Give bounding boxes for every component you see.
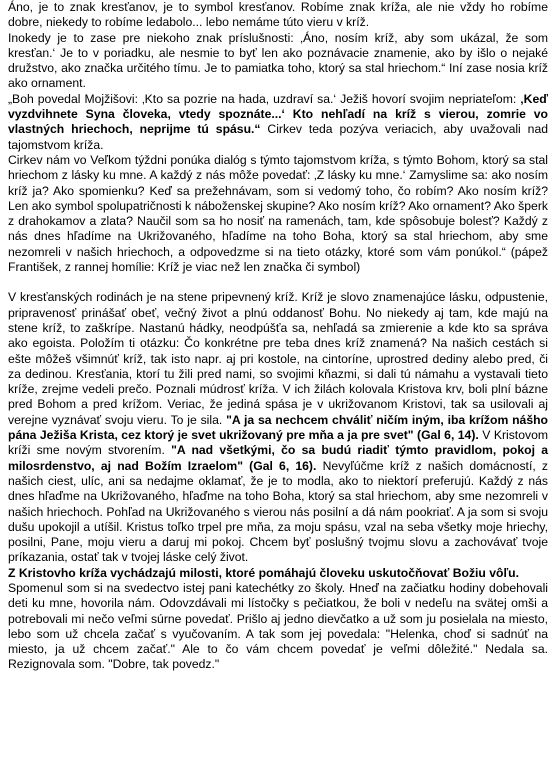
paragraph-holy-week <box>8 153 548 275</box>
paragraph-catechist-testimony <box>8 581 548 673</box>
paragraph-grace-heading <box>8 566 548 581</box>
text-segment: Áno, je to znak kresťanov, je to symbol kresťanov. Robíme znak kríža, ale nie vždy ho robíme dobre, niekedy to robíme ledabolo... lebo nemáme túto vieru v kríž. <box>8 0 548 30</box>
bold-quote-gal-6-16: "A nad všetkými, čo sa budú riadiť týmto pravidlom, pokoj a milosrdenstvo, aj nad Božím Izraelom" (Gal 6, 16). <box>8 443 548 473</box>
bold-statement: Z Kristovho kríža vychádzajú milosti, ktoré pomáhajú človeku uskutočňovať Božiu vôľu. <box>8 565 520 580</box>
text-segment: V Kristovom kríži sme novým stvorením. <box>8 428 548 458</box>
text-segment: Nevyľúčme kríž z našich domácností, z našich ciest, ulíc, ani sa nedajme oklamať, že je to modla, ako to niektorí preferujú. Každý z nás dnes hľaďme na Ukrižovaného, hľaďme na toho Boha, ktorý sa stal hriechom, aby sme nezomreli v našich hriechoch. Pohľad na Ukrižovaného s vierou nás posilní a dá nám pookriať. A ja som si svoju dušu upokojil a utíšil. Kristus toľko trpel pre mňa, za moju spásu, vzal na seba všetky moje hriechy, posilni, Pane, moju vieru a daruj mi pokoj. Chcem byť poslušný tvojmu slovu a zachovávať tvoje príkazania, ostať tak v tvojej láske celý život. <box>8 458 548 565</box>
text-segment: Cirkev teda pozýva veriacich, aby uvažovali nad tajomstvom kríža. <box>8 122 548 152</box>
text-segment: Inokedy je to zase pre niekoho znak príslušnosti: ‚Áno, nosím kríž, aby som ukázal, že som kresťan.‘ Je to v poriadku, ale nesmie to byť len ako poznávacie znamenie, ako by išlo o nejaké družstvo, ako značka určitého tímu. Je to pamiatka toho, ktorý sa stal hriechom.“ Iní zase nosia kríž ako ornament. <box>8 30 548 91</box>
paragraph-moses <box>8 92 548 153</box>
bold-quote: ‚Keď vyzdvihnete Syna človeka, vtedy spoznáte...‘ Kto nehľadí na kríž s vierou, zomrie vo vlastných hriechoch, neprijme tú spásu.“ <box>8 91 548 137</box>
text-segment: V kresťanských rodinách je na stene pripevnený kríž. Kríž je slovo znamenajúce lásku, odpustenie, pripravenosť prinášať obeť, večný život a plnú oddanosť Bohu. No niekedy aj tam, kde majú na stene kríž, to zaškrípe. Nastanú hádky, neodpúšťa sa, nehľadá sa zmierenie a kde kto sa správa ako egoista. Položím ti otázku: Čo konkrétne pre teba dnes kríž znamená? Na našich cestách si ešte môžeš všimnúť kríž, tak isto napr. aj pri kostole, na cintoríne, uprostred dediny alebo pred, či za dedinou. Kresťania, ktorí tu žili pred nami, so svojimi kňazmi, si dali tú námahu a vystavali tieto kríže, zrejme vedeli prečo. Poznali múdrosť kríža. V ich žilách kolovala Kristova krv, boli plní bázne pred Bohom a pred krížom. Veriac, že jediná spása je v ukrižovanom Kristovi, tak sa usilovali aj verejne vyznávať svoju vieru. To je sila. <box>8 290 548 427</box>
text-segment: Cirkev nám vo Veľkom týždni ponúka dialóg s týmto tajomstvom kríža, s týmto Bohom, ktorý sa stal hriechom z lásky ku mne. A každý z nás môže povedať: ‚Z lásky ku mne.‘ Zamyslime sa: ako nosím kríž ja? Ako spomienku? Keď sa prežehnávam, som si vedomý toho, čo robím? Ako nosím kríž? Len ako symbol spolupatričnosti k náboženskej skupine? Ako nosím kríž? Ako ornament? Ako šperk z drahokamov a zlata? Naučil som sa ho nosiť na ramenách, tam, kde spôsobuje bolesť? Každý z nás dnes hľadíme na Ukrižovaného, hľadíme na toho Boha, ktorý sa stal hriechom, aby sme nezomreli v našich hriechoch, a odpovedzme si na tieto otázky, ktoré som vám ponúkol.“ (pápež František, z rannej homílie: Kríž je viac než len značka či symbol) <box>8 152 548 275</box>
paragraph-christian-families <box>8 290 548 565</box>
paragraph-gap <box>8 275 548 290</box>
text-segment: „Boh povedal Mojžišovi: ‚Kto sa pozrie na hada, uzdraví sa.‘ Ježiš hovorí svojim nepriateľom: <box>8 91 521 106</box>
paragraph-cross-symbol <box>8 0 548 31</box>
text-segment: Spomenul som si na svedectvo istej pani katechétky zo školy. Hneď na začiatku hodiny dobehovali deti ku mne, hovorila nám. Odovzdávali mi lístočky s pečiatkou, že boli v nedeľu na svätej omši a potrebovali mi nečo veľmi súrne povedať. Prišlo aj jedno dievčatko a už som ju posielala na miesto, lebo som už chcela začať s vyučovaním. A tak som jej povedala: "Helenka, choď si sadnúť na miesto, ja už chcem začať." Ale to čo vám chcem povedať je veľmi dôležité." Nedala sa. Rezignovala som. "Dobre, tak povedz." <box>8 580 548 672</box>
paragraph-belonging <box>8 31 548 92</box>
bold-quote-gal-6-14: "A ja sa nechcem chváliť ničím iným, iba krížom nášho pána Ježiša Krista, cez ktorý je svet ukrižovaný pre mňa a ja pre svet" (Gal 6, 14). <box>8 412 548 443</box>
document-page <box>8 0 548 673</box>
